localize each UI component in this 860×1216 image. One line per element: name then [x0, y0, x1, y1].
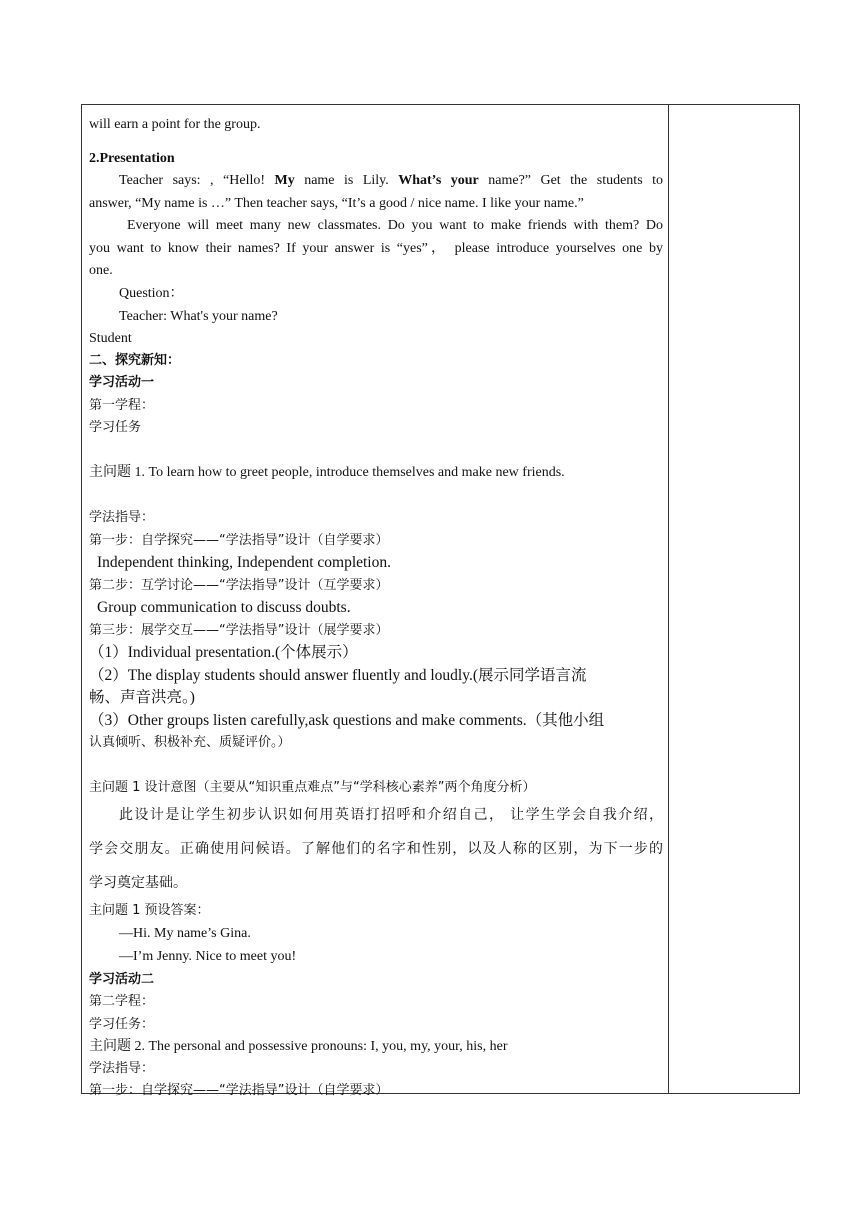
- paragraph-line: answer, “My name is …” Then teacher says, “It’s a good / nice name. I like your name.”: [89, 196, 584, 211]
- text-line: 第二步：互学讨论——“学法指导”设计（互学要求）: [89, 578, 389, 593]
- paragraph-line: Teacher says: , “Hello! My name is Lily. What’s your name?” Get the students to: [119, 173, 664, 188]
- text-line: 第三步：展学交互——“学法指导”设计（展学要求）: [89, 623, 389, 638]
- text-line: 畅、声音洪亮。): [89, 689, 195, 706]
- section-heading: 学习活动一: [89, 375, 155, 390]
- text-line: （3）Other groups listen carefully,ask questions and make comments.（其他小组: [89, 712, 605, 729]
- text-line: 学法指导：: [89, 1061, 155, 1076]
- text-line: 学习任务：: [89, 1017, 155, 1032]
- section-heading: 2.Presentation: [89, 151, 175, 166]
- paragraph-line: 此设计是让学生初步认识如何用英语打招呼和介绍自己， 让学生学会自我介绍，: [119, 807, 663, 823]
- text-line: will earn a point for the group.: [89, 117, 261, 132]
- text-line: 学法指导：: [89, 510, 155, 525]
- section-heading: 学习活动二: [89, 972, 155, 987]
- paragraph-line: 学会交朋友。正确使用问候语。了解他们的名字和性别，以及人称的区别，为下一步的: [89, 841, 663, 857]
- text-line: Question：: [119, 286, 184, 301]
- text-line: Group communication to discuss doubts.: [97, 599, 351, 616]
- text-line: 第一学程：: [89, 398, 155, 413]
- text-line: —Hi. My name’s Gina.: [119, 926, 251, 941]
- paragraph-line: one.: [89, 263, 113, 278]
- text-line: 主问题 2. The personal and possessive pronouns: I, you, my, your, his, her: [89, 1039, 508, 1054]
- text-line: —I’m Jenny. Nice to meet you!: [119, 949, 297, 964]
- text-line: （2）The display students should answer fluently and loudly.(展示同学语言流: [89, 667, 587, 684]
- text-line: Student: [89, 331, 132, 346]
- text-line: Teacher: What's your name?: [119, 309, 278, 324]
- text-line: （1）Individual presentation.(个体展示）: [89, 644, 358, 661]
- notes-column-cell: [669, 105, 799, 1093]
- text-line: 主问题 1 预设答案：: [89, 903, 210, 918]
- text-line: 主问题 1. To learn how to greet people, introduce themselves and make new friends.: [89, 465, 565, 480]
- paragraph-line: you want to know their names? If your answer is “yes”， please introduce yourselves one by: [89, 241, 663, 256]
- text-line: 学习任务: [89, 420, 142, 435]
- paragraph-line: Everyone will meet many new classmates. Do you want to make friends with them? Do: [127, 218, 663, 233]
- text-line: Independent thinking, Independent completion.: [97, 554, 391, 571]
- text-line: 第二学程：: [89, 994, 155, 1009]
- section-heading: 二、探究新知：: [89, 353, 181, 368]
- text-line: 认真倾听、积极补充、质疑评价。）: [89, 735, 291, 750]
- lesson-plan-table: [81, 104, 800, 1098]
- text-line: 第一步：自学探究——“学法指导”设计（自学要求）: [89, 1083, 389, 1098]
- paragraph-line: 学习奠定基础。: [89, 875, 187, 891]
- text-line: 主问题 1 设计意图（主要从“知识重点难点”与“学科核心素养”两个角度分析）: [89, 780, 536, 795]
- text-line: 第一步：自学探究——“学法指导”设计（自学要求）: [89, 533, 389, 548]
